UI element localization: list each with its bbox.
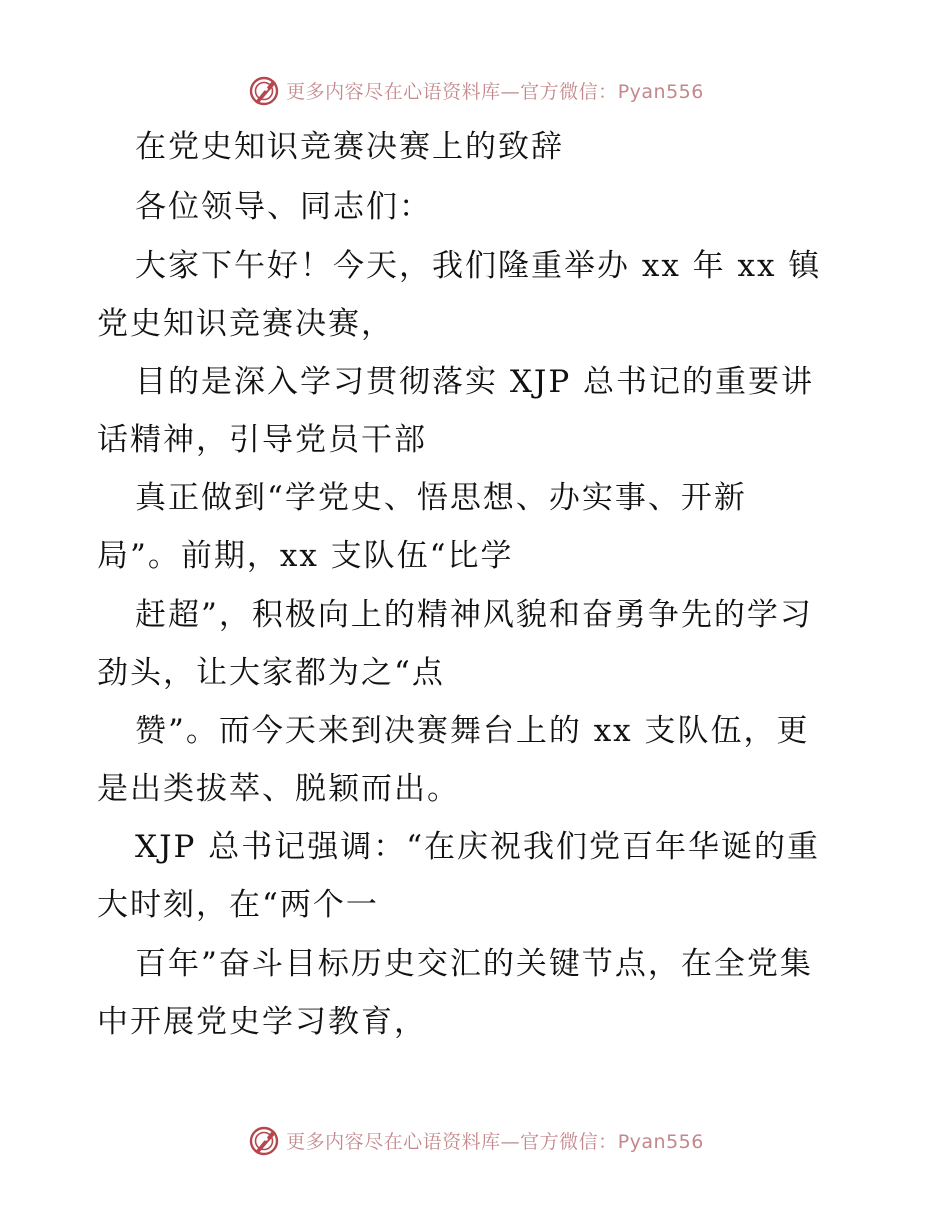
text-line: 是出类拔萃、脱颖而出。 [97, 771, 460, 807]
text-line: 百年”奋斗目标历史交汇的关键节点，在全党集 [135, 946, 813, 982]
watermark-handle: Pyan556 [617, 1130, 704, 1153]
text-line: 大时刻，在“两个一 [97, 887, 379, 923]
text-line: 真正做到“学党史、悟思想、办实事、开新 [135, 480, 747, 516]
text-line: 劲头，让大家都为之“点 [97, 655, 445, 691]
text-line: 话精神，引导党员干部 [97, 422, 427, 458]
salutation: 各位领导、同志们： [135, 189, 432, 225]
text-line: 党史知识竞赛决赛， [97, 306, 394, 342]
text-line: 目的是深入学习贯彻落实 XJP 总书记的重要讲 [135, 364, 815, 400]
text-line: 赞”。而今天来到决赛舞台上的 xx 支队伍，更 [135, 713, 810, 749]
watermark-site: 更多内容尽在心语资料库 [286, 1130, 501, 1153]
text-line: 赶超”，积极向上的精神风貌和奋勇争先的学习 [135, 597, 813, 633]
watermark-official: 官方微信： [520, 1130, 618, 1153]
watermark-text [286, 77, 704, 104]
watermark-site: 更多内容尽在心语资料库 [286, 80, 501, 103]
watermark-separator: — [500, 80, 521, 103]
text-line: 大家下午好！今天，我们隆重举办 xx 年 xx 镇 [135, 248, 822, 284]
text-line: 中开展党史学习教育， [97, 1004, 427, 1040]
document-title: 在党史知识竞赛决赛上的致辞 [135, 129, 564, 165]
watermark-text [286, 1127, 704, 1154]
text-line: 局”。前期，xx 支队伍“比学 [97, 538, 514, 574]
pen-nib-circle-icon [246, 72, 282, 108]
text-line: XJP 总书记强调：“在庆祝我们党百年华诞的重 [135, 829, 821, 865]
watermark-official: 官方微信： [520, 80, 618, 103]
watermark-separator: — [500, 1130, 521, 1153]
footer-watermark [0, 1120, 950, 1160]
pen-nib-circle-icon [246, 1122, 282, 1158]
watermark-handle: Pyan556 [617, 80, 704, 103]
header-watermark [0, 70, 950, 110]
